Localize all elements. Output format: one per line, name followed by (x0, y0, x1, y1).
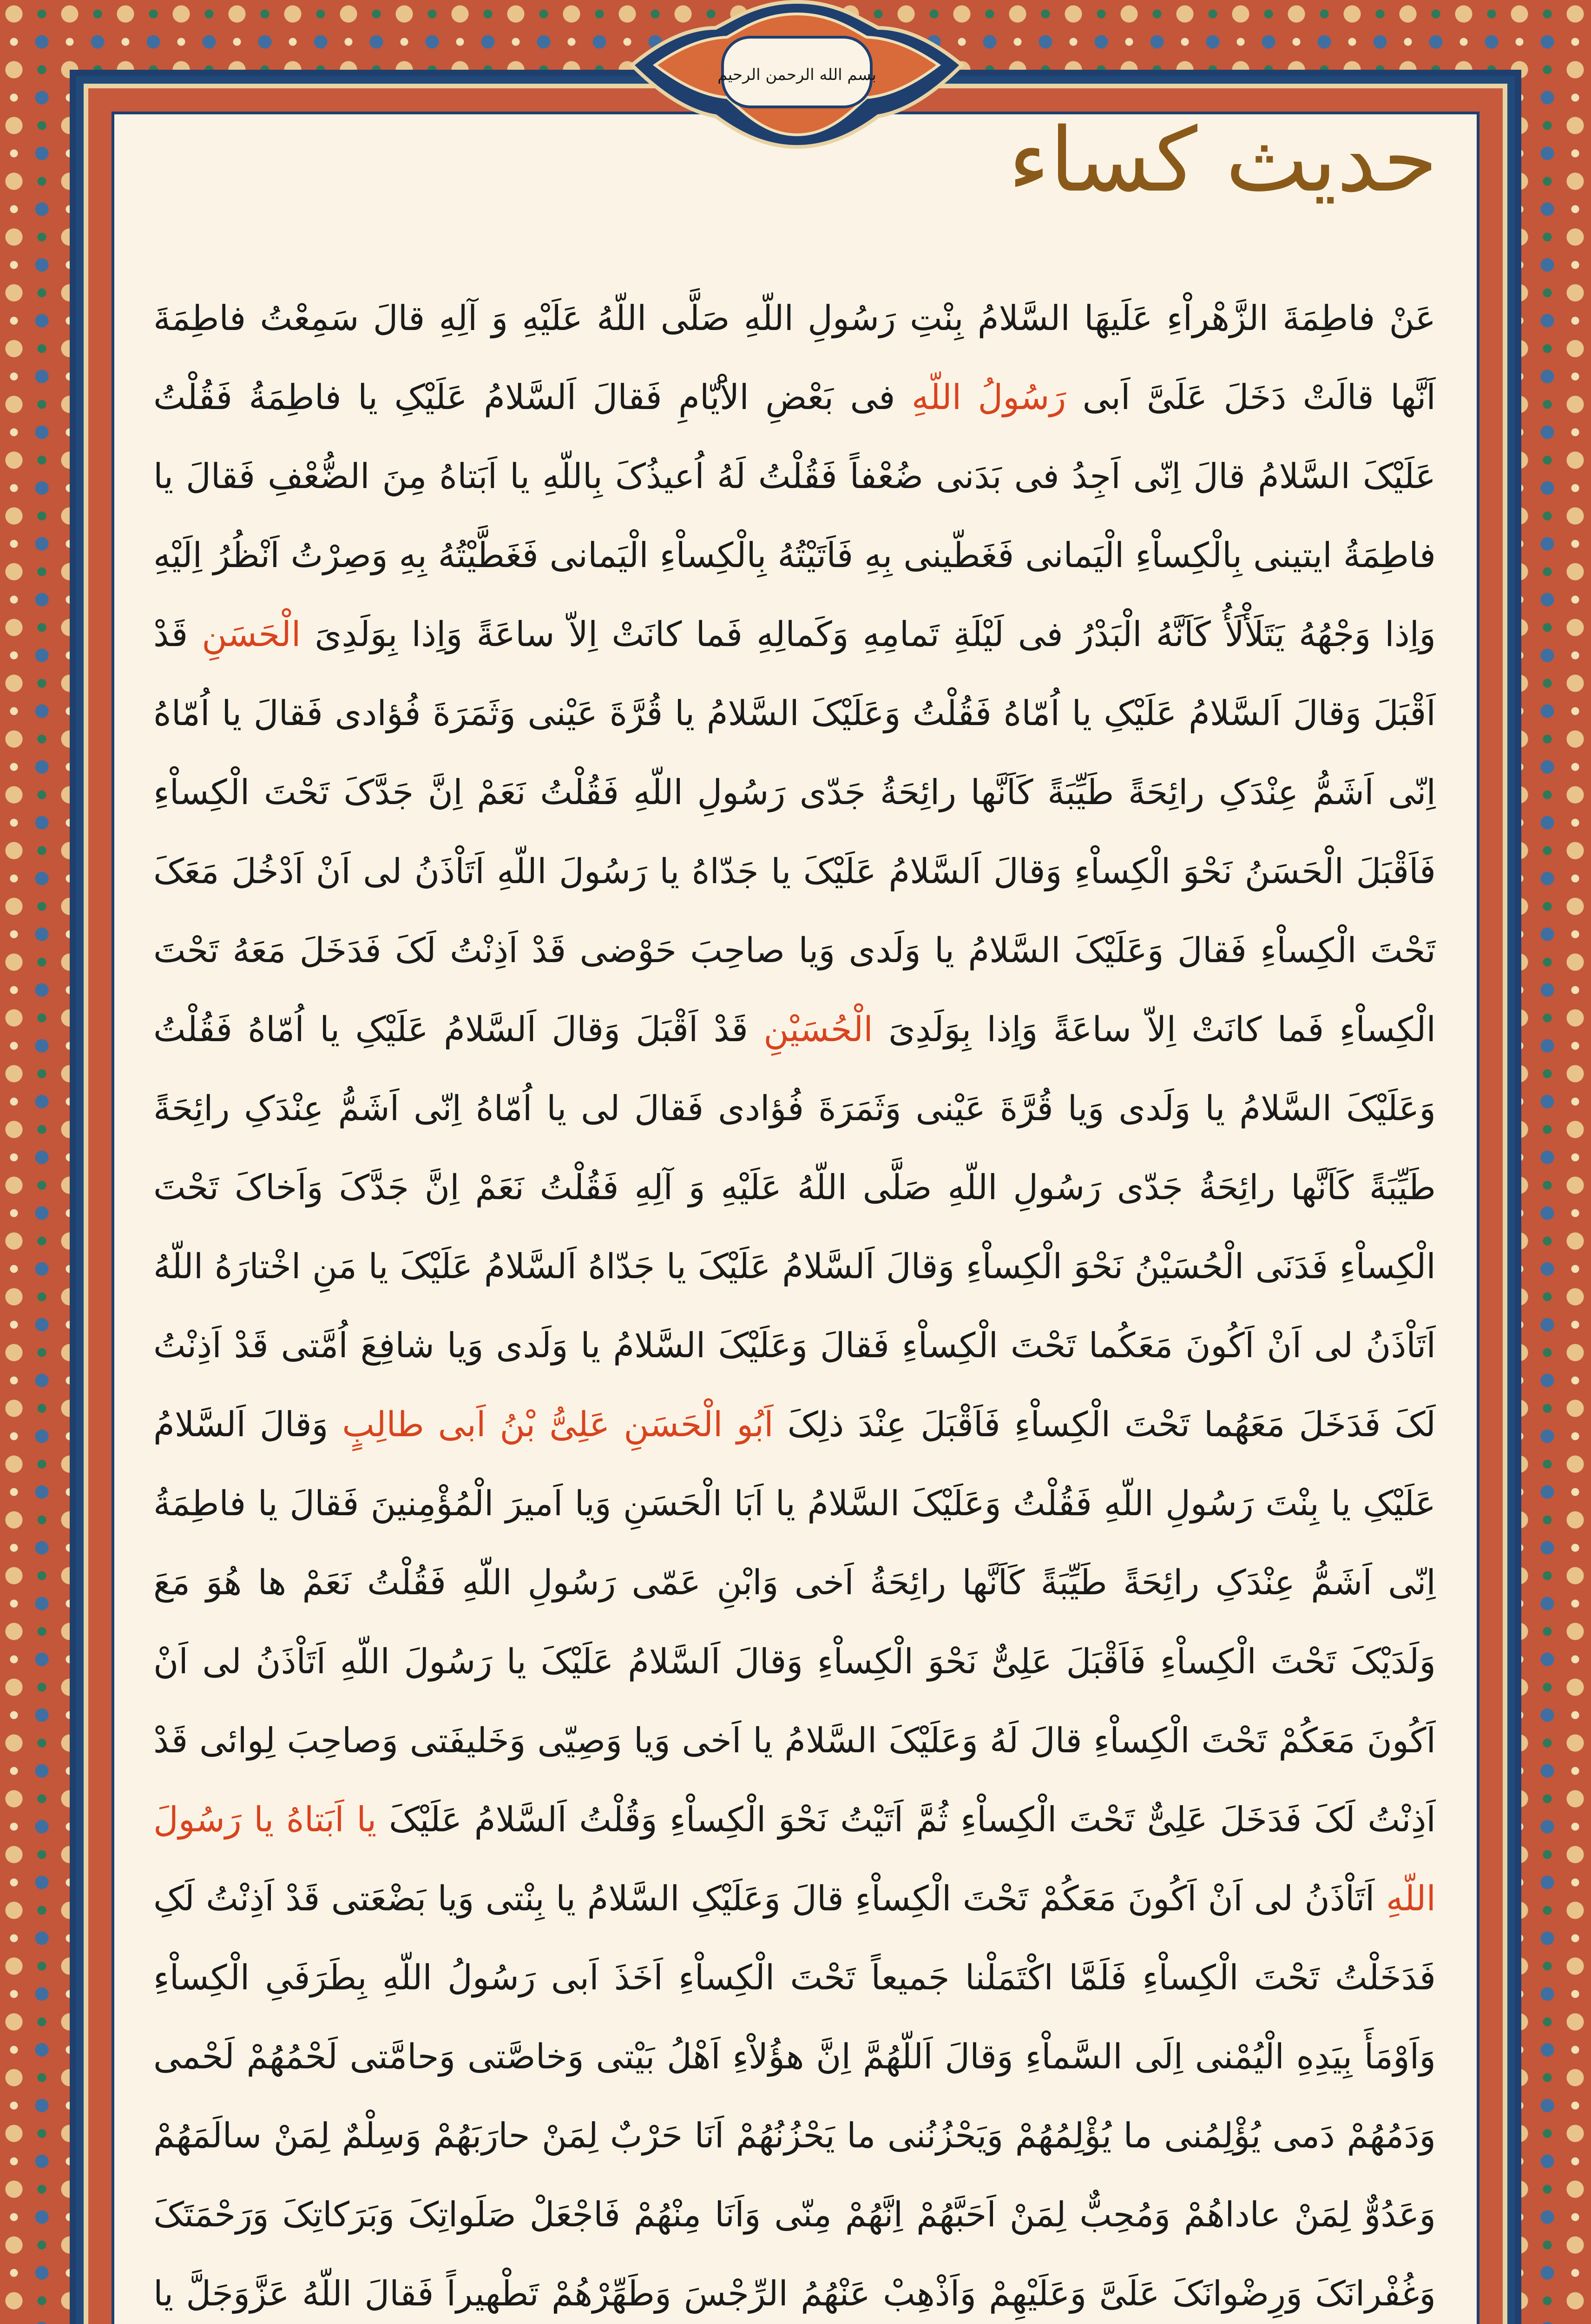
hadith-text (153, 279, 1436, 2324)
text-segment: قَدْ اَقْبَلَ وَقالَ اَلسَّلامُ عَلَیْکِ یا اُمّاهُ فَقُلْتُ وَعَلَیْکَ السَّلامُ یا وَلَدی وَیا قُرَّةَ عَیْنی وَثَمَرَةَ فُؤادی فَقالَ لی یا اُمّاهُ اِنّی اَشَمُّ عِنْدَکِ رائِحَةً طَیِّبَةً کَاَنَّها رائِحَةُ جَدّی رَسُولِ اللّهِ صَلَّی اللّهُ عَلَیْهِ وَ آلِهِ فَقُلْتُ نَعَمْ اِنَّ جَدَّکَ وَاَخاکَ تَحْتَ الْکِساْءِ فَدَنَی الْحُسَیْنُ نَحْوَ الْکِساْءِ وَقالَ اَلسَّلامُ عَلَیْکَ یا جَدّاهُ اَلسَّلامُ عَلَیْکَ یا مَنِ اخْتارَهُ اللّهُ اَتَاْذَنُ لی اَنْ اَکُونَ مَعَکُما تَحْتَ الْکِساْءِ فَقالَ وَعَلَیْکَ السَّلامُ یا وَلَدی وَیا شافِعَ اُمَّتی قَدْ اَذِنْتُ لَکَ فَدَخَلَ مَعَهُما تَحْتَ الْکِساْءِ فَاَقْبَلَ عِنْدَ ذلِکَ (153, 1010, 1436, 1445)
text-segment: وَقالَ اَلسَّلامُ عَلَیْکِ یا بِنْتَ رَسُولِ اللّهِ فَقُلْتُ وَعَلَیْکَ السَّلامُ یا اَبَا الْحَسَنِ وَیا اَمیرَ الْمُؤْمِنینَ فَقالَ یا فاطِمَةُ اِنّی اَشَمُّ عِنْدَکِ رائِحَةً طَیِّبَةً کَاَنَّها رائِحَةُ اَخی وَابْنِ عَمّی رَسُولِ اللّهِ فَقُلْتُ نَعَمْ ها هُوَ مَعَ وَلَدَیْکَ تَحْتَ الْکِساْءِ فَاَقْبَلَ عَلِیٌّ نَحْوَ الْکِساْءِ وَقالَ اَلسَّلامُ عَلَیْکَ یا رَسُولَ اللّهِ اَتَاْذَنُ لی اَنْ اَکُونَ مَعَکُمْ تَحْتَ الْکِساْءِ قالَ لَهُ وَعَلَیْکَ السَّلامُ یا اَخی وَیا وَصِیّی وَخَلیفَتی وَصاحِبَ لِوائی قَدْ اَذِنْتُ لَکَ فَدَخَلَ عَلِیٌّ تَحْتَ الْکِساْءِ ثُمَّ اَتَیْتُ نَحْوَ الْکِساْءِ وَقُلْتُ اَلسَّلامُ عَلَیْکَ (153, 1405, 1436, 1840)
text-segment: اَتَاْذَنُ لی اَنْ اَکُونَ مَعَکُمْ تَحْتَ الْکِساْءِ قالَ وَعَلَیْکِ السَّلامُ یا بِنْتی وَیا بَضْعَتی قَدْ اَذِنْتُ لَکِ فَدَخَلْتُ تَحْتَ الْکِساْءِ فَلَمَّا اکْتَمَلْنا جَمیعاً تَحْتَ الْکِساْءِ اَخَذَ اَبی رَسُولُ اللّهِ بِطَرَفَیِ الْکِساْءِ وَاَوْمَأَ بِیَدِهِ الْیُمْنی اِلَی السَّماْءِ وَقالَ اَللّهُمَّ اِنَّ هؤُلاْءِ اَهْلُ بَیْتی وَخاصَّتی وَحامَّتی لَحْمُهُمْ لَحْمی وَدَمُهُمْ دَمی یُؤْلِمُنی ما یُؤْلِمُهُمْ وَیَحْزُنُنی ما یَحْزُنُهُمْ اَنَا حَرْبٌ لِمَنْ حارَبَهُمْ وَسِلْمٌ لِمَنْ سالَمَهُمْ وَعَدُوٌّ لِمَنْ عاداهُمْ وَمُحِبٌّ لِمَنْ اَحَبَّهُمْ اِنَّهُمْ مِنّی وَاَنَا مِنْهُمْ فَاجْعَلْ صَلَواتِکَ وَبَرَکاتِکَ وَرَحْمَتَکَ وَغُفْرانَکَ وَرِضْوانَکَ عَلَیَّ وَعَلَیْهِمْ وَاَذْهِبْ عَنْهُمُ الرِّجْسَ وَطَهِّرْهُمْ تَطْهیراً فَقالَ اللّهُ عَزَّوَجَلَّ یا (153, 1879, 1436, 2314)
highlighted-name: رَسُولُ اللّهِ (911, 377, 1066, 417)
page-title: حدیث کساء (1008, 109, 1438, 211)
text-segment: عَنْ فاطِمَةَ الزَّهْراْءِ عَلَیهَا السَّلامُ بِنْتِ رَسُولِ اللّهِ صَلَّی اللّهُ عَلَیْهِ وَ آلِهِ قالَ سَمِعْتُ فاطِمَةَ اَنَّها قالَتْ دَخَلَ عَلَیَّ اَبی (153, 298, 1436, 417)
text-segment: قَدْ اَقْبَلَ وَقالَ اَلسَّلامُ عَلَیْکِ یا اُمّاهُ فَقُلْتُ وَعَلَیْکَ السَّلامُ یا قُرَّةَ عَیْنی وَثَمَرَةَ فُؤادی فَقالَ یا اُمّاهُ اِنّی اَشَمُّ عِنْدَکِ رائِحَةً طَیِّبَةً کَاَنَّها رائِحَةُ جَدّی رَسُولِ اللّهِ فَقُلْتُ نَعَمْ اِنَّ جَدَّکَ تَحْتَ الْکِساْءِ فَاَقْبَلَ الْحَسَنُ نَحْوَ الْکِساْءِ وَقالَ اَلسَّلامُ عَلَیْکَ یا جَدّاهُ یا رَسُولَ اللّهِ اَتَاْذَنُ لی اَنْ اَدْخُلَ مَعَکَ تَحْتَ الْکِساْءِ فَقالَ وَعَلَیْکَ السَّلامُ یا وَلَدی وَیا صاحِبَ حَوْضی قَدْ اَذِنْتُ لَکَ فَدَخَلَ مَعَهُ تَحْتَ الْکِساْءِ فَما کانَتْ اِلاّ ساعَةً وَاِذا بِوَلَدِیَ (153, 614, 1436, 1050)
highlighted-name: الْحَسَنِ (202, 614, 301, 654)
highlighted-name: یا اَبَتاهُ یا رَسُولَ اللّهِ (153, 1800, 1436, 1919)
highlighted-name: الْحُسَیْنِ (763, 1010, 873, 1050)
highlighted-name: اَبُو الْحَسَنِ عَلِیُّ بْنُ اَبی طالِبٍ (342, 1405, 774, 1445)
basmala-medallion (618, 0, 976, 149)
text-segment: فی بَعْضِ الاَْیّامِ فَقالَ اَلسَّلامُ عَلَیْکِ یا فاطِمَةُ فَقُلْتُ عَلَیْکَ السَّلامُ قالَ اِنّی اَجِدُ فی بَدَنی ضُعْفاً فَقُلْتُ لَهُ اُعیذُکَ بِاللّهِ یا اَبَتاهُ مِنَ الضُّعْفِ فَقالَ یا فاطِمَةُ ایتینی بِالْکِساْءِ الْیَمانی فَغَطّینی بِهِ فَاَتَیْتُهُ بِالْکِساْءِ الْیَمانی فَغَطَّیْتُهُ بِهِ وَصِرْتُ اَنْظُرُ اِلَیْهِ وَاِذا وَجْهُهُ یَتَلَأْلَأُ کَاَنَّهُ الْبَدْرُ فی لَیْلَةِ تَمامِهِ وَکَمالِهِ فَما کانَتْ اِلاّ ساعَةً وَاِذا بِوَلَدِیَ (153, 377, 1436, 654)
basmala-text: بسم الله الرحمن الرحیم (717, 66, 876, 84)
hadith-paragraph (153, 279, 1436, 2324)
